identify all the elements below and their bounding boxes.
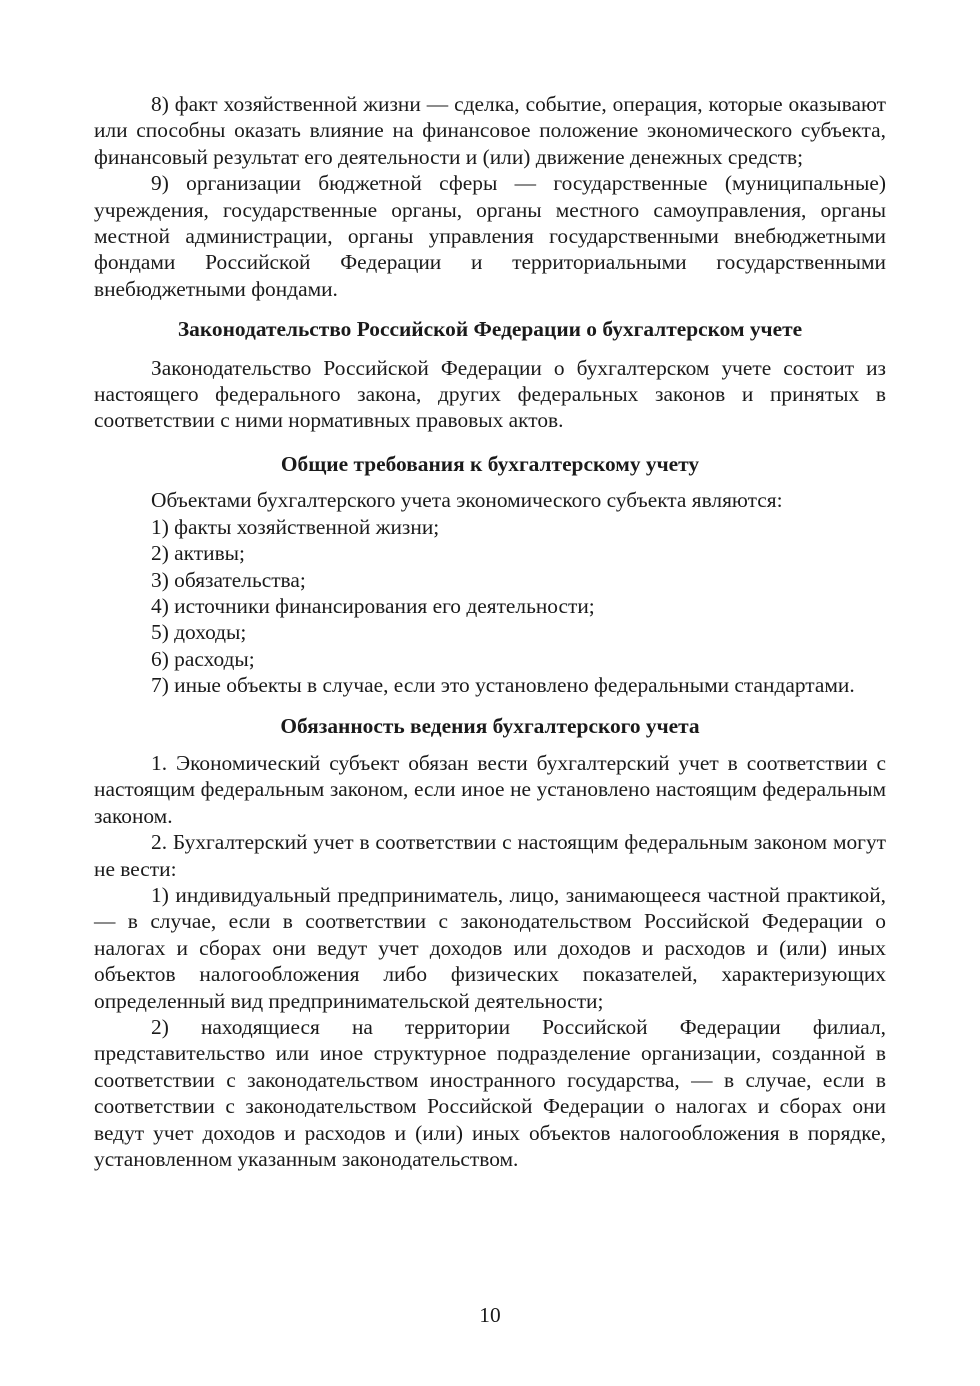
heading-requirements: Общие требования к бухгалтерскому учету bbox=[280, 451, 700, 476]
list-item: 5) доходы; bbox=[151, 620, 247, 645]
heading-duty: Обязанность ведения бухгалтерского учета bbox=[280, 713, 700, 738]
list-item: 1) факты хозяйственной жизни; bbox=[151, 514, 440, 539]
definition-item-8: 8) факт хозяйственной жизни — сделка, событие, операция, которые оказывают или способны оказать влияние на финансовое положение экономического субъекта, финансовый результат его деятельности и (или) движение денежных средств; bbox=[94, 92, 886, 169]
list-item: 3) обязательства; bbox=[151, 567, 306, 592]
duty-subitem-1: 1) индивидуальный предприниматель, лицо, занимающееся частной практикой, — в случае, если в соответствии с законодательством Российской Федерации о налогах и сборах они ведут учет доходов или доходов и расходов и (или) иных объектов налогообложения либо физических показателей, характеризующих определенный вид предпринимательской деятельности; bbox=[94, 882, 886, 1013]
heading-legislation: Законодательство Российской Федерации о бухгалтерском учете bbox=[177, 317, 803, 342]
duty-subitem-2: 2) находящиеся на территории Российской Федерации филиал, представительство или иное структурное подразделение организации, созданной в соответствии с законодательством иностранного государства, — в случае, если в соответствии с законодательством Российской Федерации о налогах и сборах они ведут учет доходов и расходов и (или) иных объектов налогообложения в порядке, установленном указанным законодательством. bbox=[94, 1015, 886, 1172]
list-item: 4) источники финансирования его деятельности; bbox=[151, 593, 595, 618]
requirements-lead: Объектами бухгалтерского учета экономического субъекта являются: bbox=[151, 488, 783, 513]
duty-paragraph-1: 1. Экономический субъект обязан вести бухгалтерский учет в соответствии с настоящим федеральным законом, если иное не установлено настоящим федеральным законом. bbox=[94, 750, 886, 828]
list-item: 7) иные объекты в случае, если это установлено федеральными стандартами. bbox=[151, 673, 855, 698]
list-item: 2) активы; bbox=[151, 541, 245, 566]
list-item: 6) расходы; bbox=[151, 646, 255, 671]
page-body bbox=[94, 91, 886, 1172]
definition-item-9: 9) организации бюджетной сферы — государственные (муниципальные) учреждения, государственные органы, органы местного самоуправления, органы местной администрации, органы управления государственными внебюджетными фондами Российской Федерации и территориальными государственными внебюджетными фондами. bbox=[94, 171, 886, 301]
duty-paragraph-2: 2. Бухгалтерский учет в соответствии с настоящим федеральным законом могут не вести: bbox=[94, 830, 886, 881]
legislation-text: Законодательство Российской Федерации о бухгалтерском учете состоит из настоящего федерального закона, других федеральных законов и принятых в соответствии с ними нормативных правовых актов. bbox=[94, 355, 886, 433]
page-number: 10 bbox=[479, 1303, 501, 1327]
